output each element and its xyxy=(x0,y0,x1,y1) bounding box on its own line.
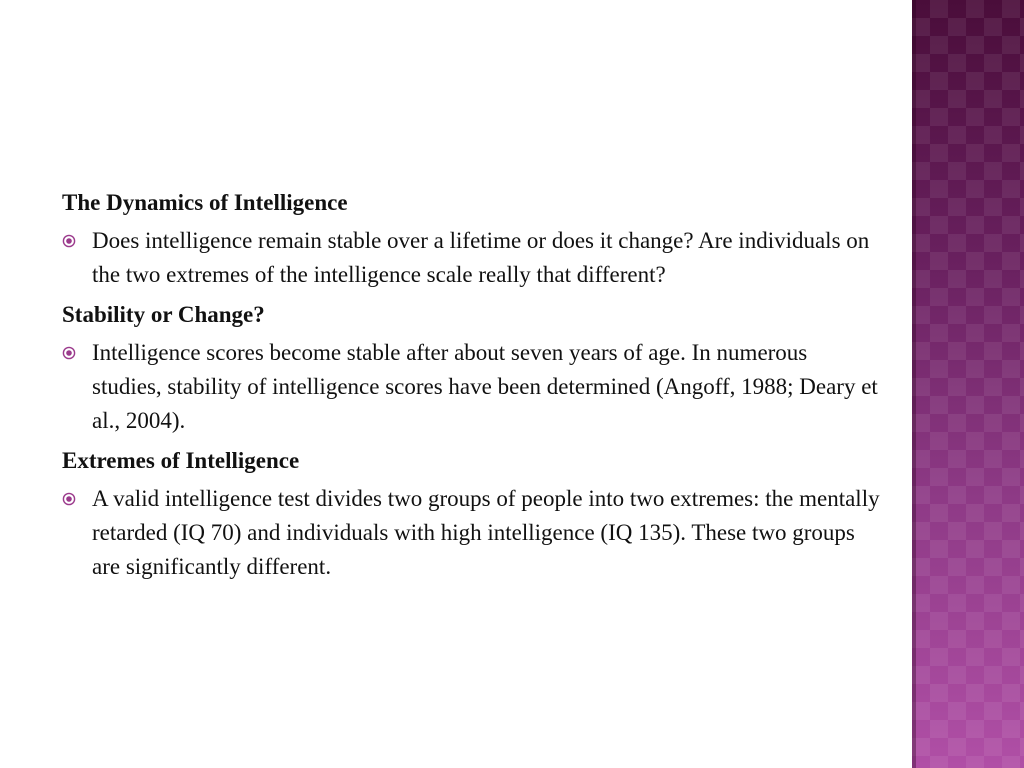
section-stability xyxy=(62,298,882,438)
section-heading: Extremes of Intelligence xyxy=(62,448,300,473)
bullet-item xyxy=(62,482,882,584)
section-extremes xyxy=(62,444,882,584)
side-band-edge xyxy=(912,0,916,768)
bullet-item xyxy=(62,224,882,292)
bullet-text: A valid intelligence test divides two groups of people into two extremes: the mentally retarded (IQ 70) and individuals with high intelligence (IQ 135). These two groups are significantly different. xyxy=(92,486,880,579)
circled-dot-bullet-icon xyxy=(62,492,76,506)
bullet-item xyxy=(62,336,882,438)
diamond-pattern xyxy=(912,0,1024,768)
slide-content xyxy=(62,186,882,590)
circled-dot-bullet-icon xyxy=(62,234,76,248)
section-heading: The Dynamics of Intelligence xyxy=(62,190,348,215)
section-dynamics xyxy=(62,186,882,292)
bullet-text: Does intelligence remain stable over a lifetime or does it change? Are individuals on the two extremes of the intelligence scale really that different? xyxy=(92,228,870,287)
bullet-text: Intelligence scores become stable after about seven years of age. In numerous studies, stability of intelligence scores have been determined (Angoff, 1988; Deary et al., 2004). xyxy=(92,340,878,433)
section-heading: Stability or Change? xyxy=(62,302,265,327)
circled-dot-bullet-icon xyxy=(62,346,76,360)
decorative-side-band xyxy=(912,0,1024,768)
